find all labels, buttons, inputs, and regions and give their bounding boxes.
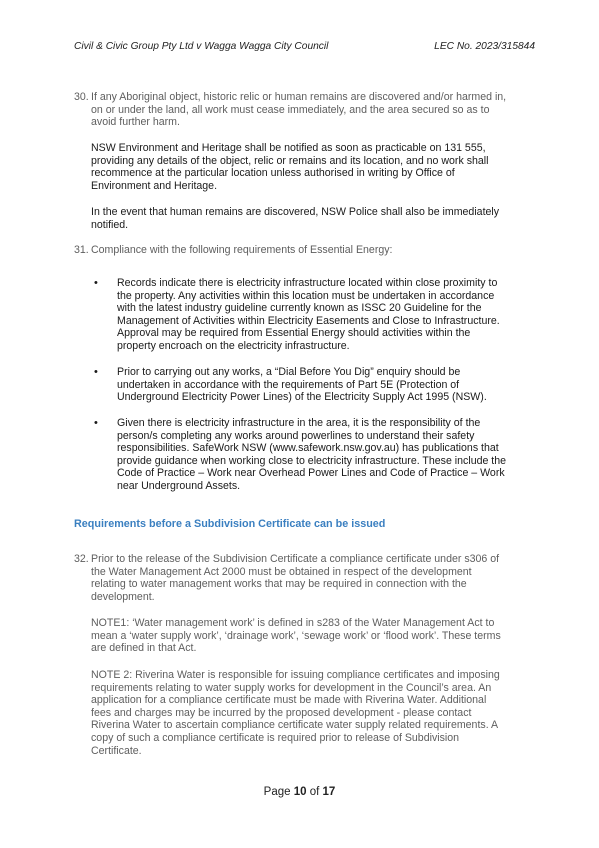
current-page-number: 10 (293, 786, 307, 798)
condition-32-text (91, 553, 546, 603)
text-line: the Water Management Act 2000 must be obtained in respect of the development (91, 565, 472, 578)
condition-32-note-2 (91, 669, 546, 757)
text-line: requirements relating to water supply works for development in the Council’s area. An (91, 681, 492, 694)
text-line: Records indicate there is electricity infrastructure located within close proximity to (117, 277, 498, 289)
bullet-item (117, 277, 547, 353)
text-line: Management of Activities within Electricity Easements and Close to Infrastructure. (117, 314, 500, 327)
text-line: property encroach on the electricity infrastructure. (117, 339, 350, 352)
case-number: LEC No. 2023/315844 (434, 41, 535, 52)
text-line: Prior to carrying out any works, a “Dial Before You Dig” enquiry should be (117, 366, 461, 378)
text-line: providing any details of the object, relic or remains and its location, and no work shall (91, 154, 489, 167)
text-line: In the event that human remains are discovered, NSW Police shall also be immediately (91, 206, 500, 218)
bullet-icon: • (94, 277, 98, 289)
text-line: person/s completing any works around powerlines to understand their safety (117, 429, 475, 442)
text-line: responsibilities. SafeWork NSW (www.safework.nsw.gov.au) has publications that (117, 442, 499, 455)
text-line: notified. (91, 218, 129, 231)
text-line: If any Aboriginal object, historic relic or human remains are discovered and/or harmed in, (91, 91, 507, 103)
text-line: the property. Any activities within this location must be undertaken in accordance (117, 289, 495, 302)
text-line: fees and charges may be incurred by the proposed development - please contact (91, 706, 472, 719)
condition-30-notification (91, 142, 541, 192)
page-word: Page (263, 786, 291, 798)
bullet-item (117, 417, 547, 493)
text-line: application for a compliance certificate must be made with Riverina Water. Additional (91, 694, 487, 707)
text-line: are defined in that Act. (91, 642, 197, 655)
text-line: Riverina Water to ascertain compliance certificate water supply related requirements. A (91, 719, 499, 732)
text-line: avoid further harm. (91, 116, 180, 129)
text-line: relating to water management works that may be required in connection with the (91, 578, 467, 591)
text-line: development. (91, 590, 155, 603)
text-line: undertaken in accordance with the requirements of Part 5E (Protection of (117, 378, 460, 391)
text-line: copy of such a compliance certificate is required prior to release of Subdivision (91, 731, 460, 744)
text-line: mean a ‘water supply work’, ‘drainage work’, ‘sewage work’ or ‘flood work’. These terms (91, 629, 501, 642)
of-word: of (309, 786, 320, 798)
text-line: Approval may be required from Essential Energy should activities within the (117, 327, 471, 340)
condition-30-text (91, 91, 541, 129)
text-line: Code of Practice – Work near Overhead Power Lines and Code of Practice – Work (117, 467, 505, 480)
text-line: recommence at the particular location unless authorised in writing by Office of (91, 167, 455, 180)
condition-32-note-1 (91, 617, 546, 655)
text-line: with the latest industry guideline currently known as ISSC 20 Guideline for the (117, 302, 482, 315)
total-page-number: 17 (322, 786, 336, 798)
text-line: NSW Environment and Heritage shall be notified as soon as practicable on 131 555, (91, 142, 486, 154)
text-line: NOTE1: ‘Water management work’ is defined in s283 of the Water Management Act to (91, 617, 495, 629)
condition-30-number: 30. (74, 91, 89, 103)
condition-31-number: 31. (74, 244, 89, 256)
text-line: Given there is electricity infrastructure in the area, it is the responsibility of the (117, 417, 481, 429)
section-heading: Requirements before a Subdivision Certificate can be issued (74, 518, 386, 530)
bullet-item (117, 366, 547, 404)
condition-32-number: 32. (74, 553, 89, 565)
text-line: provide guidance when working close to electricity infrastructure. These include the (117, 454, 507, 467)
text-line: Underground Electricity Power Lines) of the Electricity Supply Act 1995 (NSW). (117, 391, 487, 404)
text-line: on or under the land, all work must cease immediately, and the area secured so as to (91, 103, 490, 116)
text-line: Certificate. (91, 744, 142, 757)
bullet-icon: • (94, 366, 98, 378)
text-line: Prior to the release of the Subdivision Certificate a compliance certificate under s306 of (91, 553, 500, 565)
bullet-icon: • (94, 417, 98, 429)
text-line: near Underground Assets. (117, 479, 241, 492)
page-footer (0, 786, 599, 798)
text-line: Environment and Heritage. (91, 179, 218, 192)
condition-30-police (91, 206, 541, 231)
condition-31-intro: Compliance with the following requirements of Essential Energy: (91, 244, 393, 256)
text-line: NOTE 2: Riverina Water is responsible for issuing compliance certificates and imposing (91, 669, 500, 681)
page-header (74, 41, 535, 52)
case-title: Civil & Civic Group Pty Ltd v Wagga Wagga City Council (74, 41, 329, 52)
